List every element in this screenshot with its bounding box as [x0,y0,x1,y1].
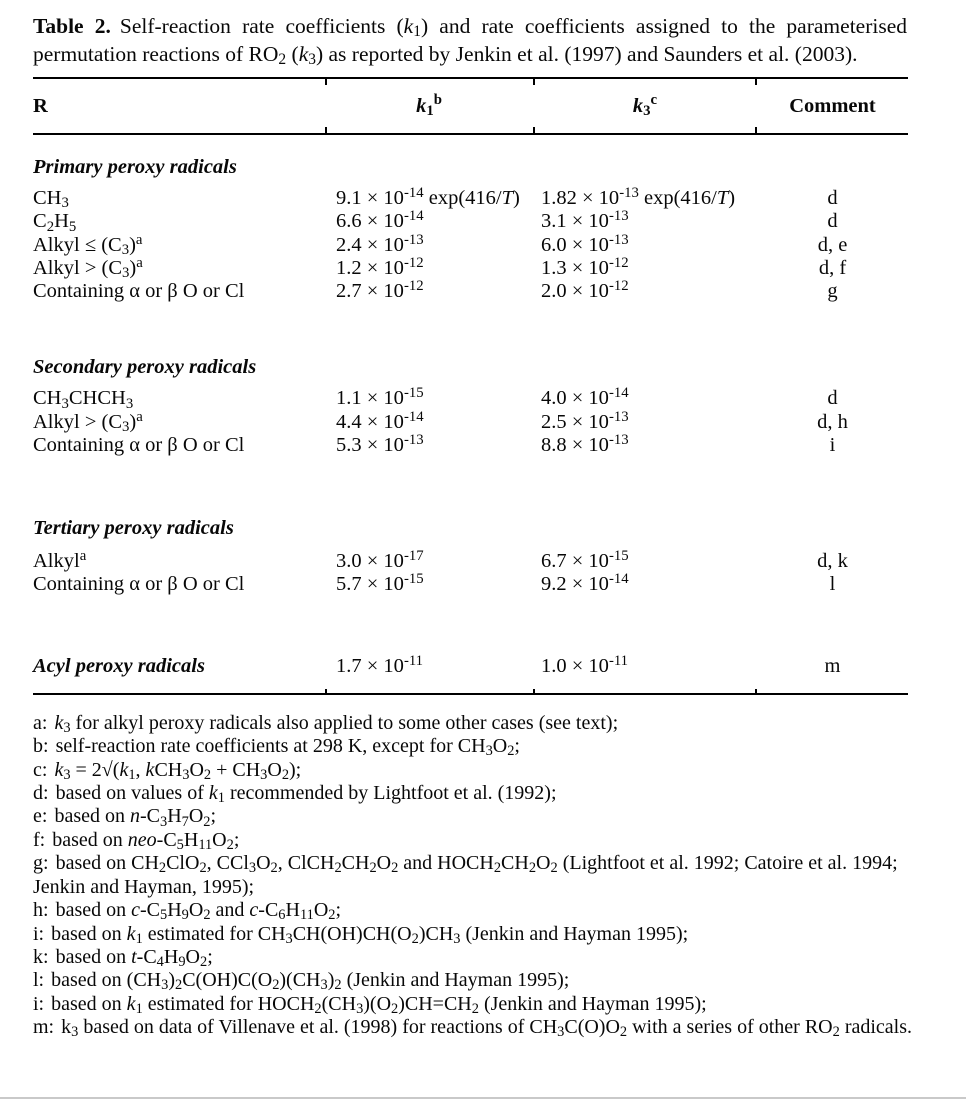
table-row [33,573,908,596]
cell-k1: $1.2 \times 10^{-12}$ [336,254,424,279]
footnote-label: i: [33,922,45,945]
table-bottom-rule [33,693,908,695]
cell-k3: $3.1 \times 10^{-13}$ [541,208,629,233]
section-rows [33,387,908,457]
footnote-text: based on $n-C_3H_7O_2$; [54,805,217,830]
cell-k1: $4.4 \times 10^{-14}$ [336,408,424,433]
footnote-text: based on $(CH_3)_2C(OH)C(O_2)(CH_3)_2$ (Jenkin and Hayman 1995); [51,969,570,994]
footnote-text: based on $c-C_5H_9O_2$ and $c-C_6H_{11}O_2$; [55,899,342,924]
section [33,356,908,457]
footnote [33,735,919,758]
cell-k3: $2.5 \times 10^{-13}$ [541,408,629,433]
cell-comment: d, h [817,410,848,433]
table-row [33,210,908,233]
cell-k1: $2.7 \times 10^{-12}$ [336,277,424,303]
footnote [33,1016,919,1039]
section-title: Acyl peroxy radicals [33,654,205,677]
footnote-text: $k_3 = 2√(k_1$, $kCH_3O_2 + CH_3O_2$); [54,758,302,783]
footnote-label: a: [33,711,48,734]
cell-comment: g [827,280,838,303]
section-title: Tertiary peroxy radicals [33,517,234,540]
cell-comment: l [829,573,836,596]
section [33,652,908,678]
table-row [33,231,908,258]
footnote [33,969,919,992]
cell-k1: $9.1 \times 10^{-14}$ exp(416/T) [336,185,520,210]
column-divider-tick [755,689,757,695]
cell-k3: $8.8 \times 10^{-13}$ [541,431,629,456]
cell-k3: $9.2 \times 10^{-14}$ [541,571,629,596]
section-rows [33,187,908,303]
table-row [33,431,908,457]
caption-label: Table 2. [33,14,111,38]
footnote-text: based on neo-$C_5H_{11}O_2$; [52,828,240,854]
footnote [33,782,919,805]
table-row [33,387,908,410]
column-divider-tick [533,689,535,695]
cell-r: Containing α or β O or Cl [33,433,245,456]
caption-text: Self-reaction rate coefficients $(k_1)$ and rate coefficients assigned to the parameterised permutation reactions of $RO_2$ $(k_3)$ as reported by Jenkin et al. (1997) and Saunders et al. (2003). [33,14,907,69]
table-row [33,652,908,678]
cell-comment: d [827,210,838,233]
cell-r: $C_2H_5$ [33,210,77,235]
cell-k3: $6.7 \times 10^{-15}$ [541,548,629,573]
footnote-label: g: [33,852,49,875]
footnote [33,759,919,782]
footnote-text: based on values of $k_1$ recommended by Lightfoot et al. (1992); [55,782,557,807]
page-bottom-edge [0,1097,966,1099]
footnote [33,805,919,828]
footnote-label: h: [33,899,49,922]
section [33,517,908,597]
footnote-label: f: [33,828,46,851]
cell-r: Alkyl$^a$ [33,548,87,573]
table-body [33,156,908,678]
footnote-label: i: [33,992,45,1015]
footnote-text: based on $k_1$ estimated for $HOCH_2(CH_3)(O_2)CH=CH_2$ (Jenkin and Hayman 1995); [51,992,707,1017]
column-divider-tick [533,127,535,133]
footnote-text: self-reaction rate coefficients at 298 K, except for $CH_3O_2$; [55,735,520,760]
footnote-text: $k_3$ based on data of Villenave et al. (1998) for reactions of $CH_3C(O)O_2$ with a series of other $RO_2$ radicals. [61,1016,913,1041]
column-divider-tick [755,79,757,85]
footnote-label: e: [33,805,48,828]
column-header-k3: $k_3^c$ [632,92,658,119]
column-divider-tick [325,689,327,695]
column-header-r: R [33,94,48,117]
table-row [33,550,908,573]
footnote-label: c: [33,758,48,781]
cell-comment: d [827,187,838,210]
section [33,156,908,303]
footnote [33,852,919,899]
table-row [33,277,908,303]
cell-k3: $6.0 \times 10^{-13}$ [541,231,629,256]
footnote [33,946,919,969]
cell-comment: d, e [817,233,848,256]
table-row [33,254,908,282]
footnote-text: $k_3$ for alkyl peroxy radicals also applied to some other cases (see text); [54,711,619,736]
footnote-label: l: [33,969,45,992]
section-rows [33,550,908,596]
rate-table [33,77,908,695]
table-header-row [33,77,908,135]
cell-k3: $1.82 \times 10^{-13}$ exp(416/T) [541,185,736,210]
footnote [33,829,919,852]
footnote-text: based on $CH_2ClO_2$, $CCl_3O_2$, $ClCH_2CH_2O_2$ and $HOCH_2CH_2O_2$ (Lightfoot et al. 1992; Catoire et al. 1994; Jenkin and Hayman, 1995); [33,852,898,898]
cell-k1: $3.0 \times 10^{-17}$ [336,548,424,573]
footnote [33,712,919,735]
footnote-label: k: [33,945,49,968]
cell-r: Alkyl > $(C_3)^a$ [33,254,143,282]
table-row [33,408,908,435]
cell-k3: $1.3 \times 10^{-12}$ [541,254,629,279]
cell-k1: $5.7 \times 10^{-15}$ [336,571,424,596]
cell-comment: i [829,433,836,456]
column-divider-tick [533,79,535,85]
cell-comment: m [824,654,841,677]
footnote-label: m: [33,1016,55,1039]
cell-k1: $1.1 \times 10^{-15}$ [336,385,424,410]
cell-k3: $2.0 \times 10^{-12}$ [541,277,629,303]
column-header-comment: Comment [789,94,876,117]
cell-k1: $2.4 \times 10^{-13}$ [336,231,424,256]
column-header-k1: $k_1^b$ [416,92,442,119]
cell-k1: $6.6 \times 10^{-14}$ [336,208,424,233]
column-divider-tick [325,79,327,85]
cell-r: Alkyl ≤ $(C_3)^a$ [33,231,143,258]
footnote-label: d: [33,782,49,805]
section-title: Secondary peroxy radicals [33,356,257,379]
footnotes [33,712,919,1040]
footnote-text: based on $t-C_4H_9O_2$; [55,945,213,971]
table-caption [33,12,907,68]
cell-r: $CH_3$ [33,187,69,212]
cell-k3: $4.0 \times 10^{-14}$ [541,385,629,410]
footnote [33,923,919,946]
section-title: Primary peroxy radicals [33,156,237,178]
footnote [33,899,919,922]
cell-r: Containing α or β O or Cl [33,573,245,596]
column-divider-tick [755,127,757,133]
cell-comment: d [827,387,838,410]
footnote-text: based on $k_1$ estimated for $CH_3CH(OH)CH(O_2)CH_3$ (Jenkin and Hayman 1995); [51,922,689,947]
cell-k1: $1.7 \times 10^{-11}$ [336,652,424,677]
column-divider-tick [325,127,327,133]
cell-r: Containing α or β O or Cl [33,280,245,303]
footnote [33,993,919,1016]
cell-comment: d, k [817,550,848,573]
cell-r: $CH_3CHCH_3$ [33,387,134,412]
cell-r: Alkyl > $(C_3)^a$ [33,408,143,435]
cell-comment: d, f [818,256,847,279]
cell-k1: $5.3 \times 10^{-13}$ [336,431,424,456]
cell-k3: $1.0 \times 10^{-11}$ [541,652,629,677]
footnote-label: b: [33,735,49,758]
table-row [33,187,908,210]
